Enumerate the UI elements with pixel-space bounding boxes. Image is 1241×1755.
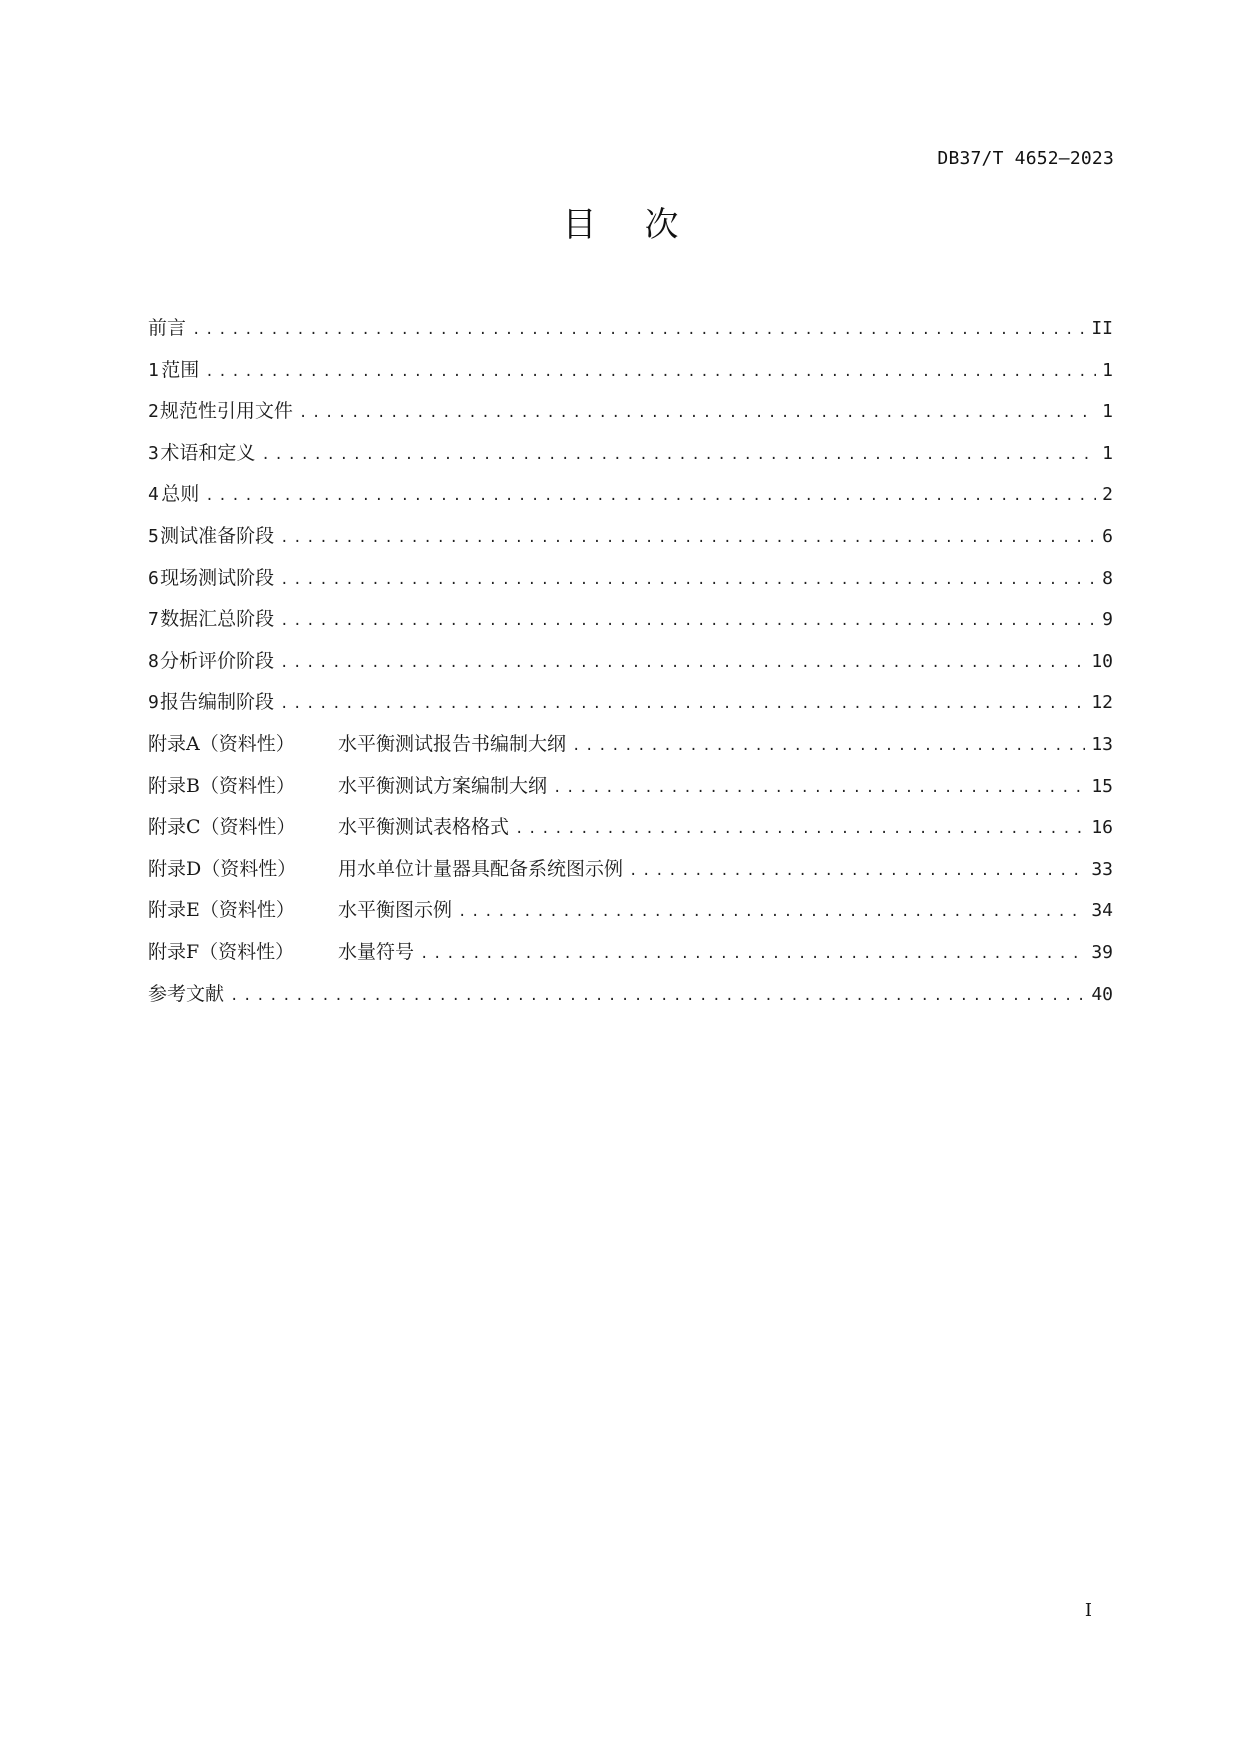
toc-entry-page: 13	[1091, 733, 1113, 755]
toc-leader-dots	[280, 684, 1085, 726]
toc-leader-dots	[205, 352, 1096, 394]
toc-entry-title: 现场测试阶段	[160, 566, 275, 589]
toc-entry-section-5[interactable]	[148, 516, 1113, 558]
toc-entry-title: 术语和定义	[160, 441, 256, 464]
toc-entry-number: 6	[148, 567, 159, 589]
toc-entry-title: 总则	[161, 483, 200, 506]
toc-entry-page: 10	[1091, 650, 1113, 672]
toc-appendix-label: 附录F（资料性）	[148, 940, 295, 963]
toc-leader-dots	[261, 435, 1096, 477]
toc-entry-title: 水平衡测试表格格式	[338, 816, 510, 839]
toc-leader-dots	[280, 560, 1096, 602]
toc-entry-appendix-f[interactable]	[148, 932, 1113, 974]
toc-leader-dots	[280, 643, 1085, 685]
toc-entry-number: 7	[148, 609, 159, 631]
toc-entry-page: 33	[1091, 858, 1113, 880]
toc-leader-dots	[192, 310, 1085, 352]
toc-entry-number: 4	[148, 484, 159, 506]
toc-entry-number: 3	[148, 442, 159, 464]
toc-entry-number: 9	[148, 692, 159, 714]
toc-entry-section-7[interactable]	[148, 599, 1113, 641]
toc-entry-page: 15	[1091, 775, 1113, 797]
toc-entry-title: 水平衡测试报告书编制大纲	[338, 732, 567, 755]
toc-appendix-label: 附录B（资料性）	[148, 774, 295, 797]
page-number: I	[1084, 1600, 1092, 1621]
toc-leader-dots	[205, 476, 1096, 518]
toc-entry-page: 8	[1102, 567, 1113, 589]
toc-entry-appendix-c[interactable]	[148, 807, 1113, 849]
toc-leader-dots	[458, 892, 1085, 934]
toc-leader-dots	[572, 726, 1085, 768]
toc-entry-appendix-b[interactable]	[148, 766, 1113, 808]
toc-entry-foreword[interactable]	[148, 308, 1113, 350]
toc-appendix-label: 附录A（资料性）	[148, 732, 295, 755]
toc-entry-page: 16	[1091, 817, 1113, 839]
toc-entry-page: 40	[1091, 983, 1113, 1005]
toc-entry-number: 2	[148, 401, 159, 423]
toc-entry-title: 前言	[148, 317, 187, 339]
toc-leader-dots	[280, 601, 1096, 643]
toc-entry-section-3[interactable]	[148, 433, 1113, 475]
toc-entry-page: 9	[1102, 609, 1113, 631]
toc-entry-appendix-d[interactable]	[148, 849, 1113, 891]
toc-entry-title: 水量符号	[338, 940, 415, 963]
toc-leader-dots	[515, 809, 1085, 851]
toc-appendix-label: 附录D（资料性）	[148, 857, 297, 880]
toc-appendix-label: 附录C（资料性）	[148, 816, 296, 839]
page-title: 目次	[562, 205, 727, 245]
toc-appendix-label: 附录E（资料性）	[148, 899, 295, 922]
toc-entry-number: 1	[148, 359, 159, 381]
toc-entry-number: 8	[148, 650, 159, 672]
toc-leader-dots	[299, 393, 1096, 435]
toc-entry-section-2[interactable]	[148, 391, 1113, 433]
toc-entry-title: 报告编制阶段	[159, 691, 274, 714]
toc-entry-bibliography[interactable]	[148, 974, 1113, 1016]
toc-entry-page: 2	[1102, 484, 1113, 506]
toc-entry-title: 分析评价阶段	[159, 649, 274, 672]
toc-entry-title: 测试准备阶段	[160, 524, 275, 547]
table-of-contents	[148, 308, 1113, 1015]
toc-leader-dots	[230, 976, 1085, 1018]
toc-entry-section-6[interactable]	[148, 558, 1113, 600]
toc-entry-page: II	[1091, 318, 1113, 339]
toc-entry-page: 1	[1102, 359, 1113, 381]
toc-entry-page: 34	[1091, 900, 1113, 922]
toc-entry-page: 12	[1091, 692, 1113, 714]
toc-leader-dots	[553, 768, 1085, 810]
toc-entry-section-1[interactable]	[148, 350, 1113, 392]
toc-entry-title: 参考文献	[148, 982, 225, 1005]
toc-entry-title: 范围	[161, 358, 200, 381]
toc-entry-page: 1	[1102, 401, 1113, 423]
toc-entry-title: 水平衡测试方案编制大纲	[338, 774, 548, 797]
toc-entry-appendix-a[interactable]	[148, 724, 1113, 766]
toc-leader-dots	[629, 851, 1085, 893]
toc-entry-page: 39	[1091, 941, 1113, 963]
toc-entry-title: 数据汇总阶段	[160, 608, 275, 631]
toc-entry-title: 规范性引用文件	[159, 400, 293, 423]
toc-entry-appendix-e[interactable]	[148, 890, 1113, 932]
toc-entry-title: 用水单位计量器具配备系统图示例	[338, 857, 624, 880]
toc-entry-section-9[interactable]	[148, 682, 1113, 724]
standard-code: DB37/T 4652—2023	[937, 148, 1114, 169]
toc-leader-dots	[280, 518, 1096, 560]
toc-entry-section-4[interactable]	[148, 474, 1113, 516]
toc-entry-page: 1	[1102, 442, 1113, 464]
toc-entry-section-8[interactable]	[148, 641, 1113, 683]
toc-entry-page: 6	[1102, 525, 1113, 547]
toc-entry-number: 5	[148, 525, 159, 547]
toc-leader-dots	[420, 934, 1085, 976]
toc-entry-title: 水平衡图示例	[338, 899, 453, 922]
